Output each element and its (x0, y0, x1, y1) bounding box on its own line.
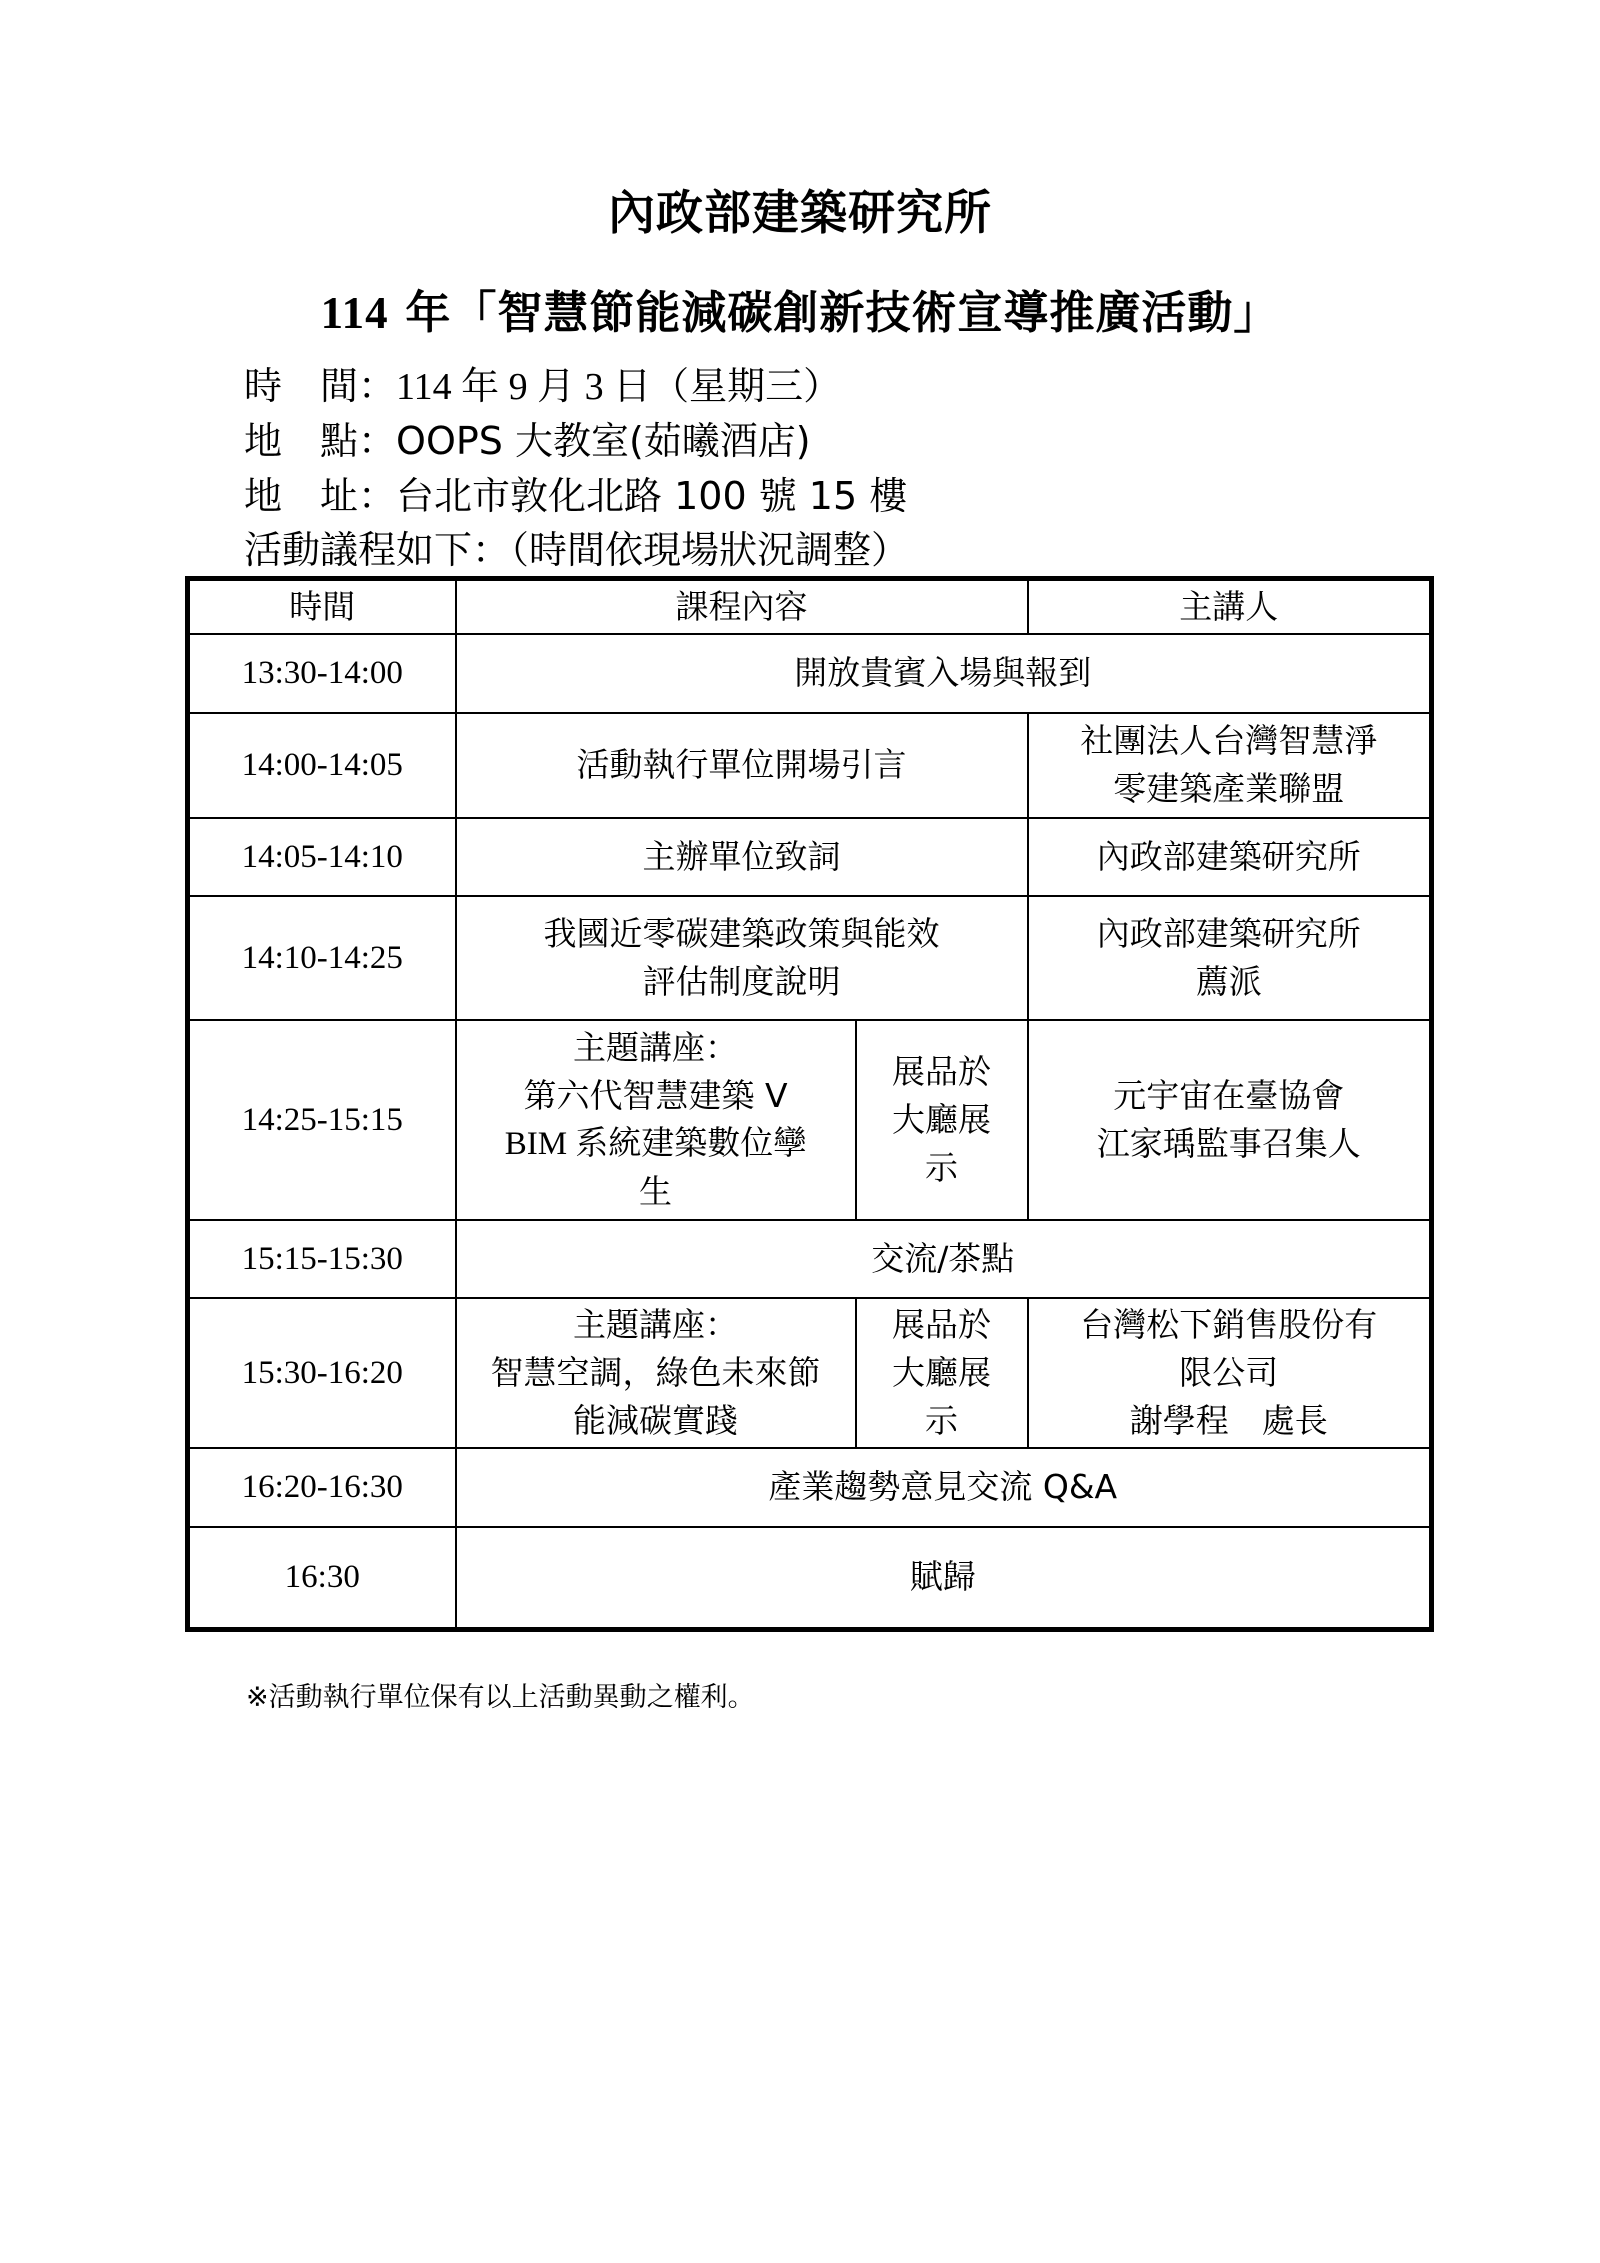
event-year: 114 (320, 288, 389, 338)
exhibit-line: 展品於 (892, 1304, 991, 1344)
speaker-line: 台灣松下銷售股份有 (1080, 1304, 1378, 1344)
exhibit-line: 示 (925, 1147, 958, 1187)
info-place-line: 地 點：OOPS 大教室(茹曦酒店) (244, 419, 811, 463)
address-label: 地 址 (244, 474, 359, 518)
row-time: 16:20-16:30 (188, 1448, 456, 1527)
row-content: 賦歸 (456, 1527, 1432, 1630)
row-speaker: 內政部建築研究所 (1028, 818, 1432, 896)
speaker-line: 薦派 (1195, 961, 1262, 1001)
row-content: 交流/茶點 (456, 1220, 1432, 1298)
content-line: 主題講座： (573, 1304, 738, 1344)
info-agenda-line: 活動議程如下：（時間依現場狀況調整） (244, 528, 910, 572)
content-line: 我國近零碳建築政策與能效 (543, 913, 940, 953)
header-speaker: 主講人 (1028, 579, 1432, 634)
exhibit-line: 展品於 (892, 1051, 991, 1091)
row-speaker (1028, 1020, 1432, 1220)
table-row (188, 713, 1432, 818)
info-time-line: 時 間：114 年 9 月 3 日（星期三） (244, 364, 842, 408)
row-content: 活動執行單位開場引言 (456, 713, 1028, 818)
table-row (188, 1020, 1432, 1220)
row-content: 產業趨勢意見交流 Q&A (456, 1448, 1432, 1527)
speaker-line: 江家瑀監事召集人 (1096, 1123, 1361, 1163)
event-title-text: 年「智慧節能減碳創新技術宣導推廣活動」 (405, 286, 1280, 339)
content-line: 能減碳實踐 (573, 1400, 738, 1440)
row-content (456, 1020, 856, 1220)
row-content: 開放貴賓入場與報到 (456, 634, 1432, 713)
content-line: 生 (639, 1171, 672, 1211)
speaker-line: 內政部建築研究所 (1096, 913, 1361, 953)
header-time: 時間 (188, 579, 456, 634)
row-time: 15:30-16:20 (188, 1298, 456, 1448)
speaker-line: 社團法人台灣智慧淨 (1080, 721, 1378, 760)
row-time: 14:10-14:25 (188, 896, 456, 1020)
content-line: 評估制度說明 (642, 961, 841, 1001)
table-row (188, 1527, 1432, 1630)
table-row (188, 896, 1432, 1020)
event-title (0, 276, 1600, 341)
organization-title: 內政部建築研究所 (608, 186, 992, 241)
time-value: 114 年 9 月 3 日（星期三） (396, 366, 842, 408)
row-time: 14:05-14:10 (188, 818, 456, 896)
row-time: 14:25-15:15 (188, 1020, 456, 1220)
table-header-row (188, 579, 1432, 634)
row-time: 15:15-15:30 (188, 1220, 456, 1298)
table-row (188, 1448, 1432, 1527)
speaker-line: 零建築產業聯盟 (1113, 769, 1345, 808)
exhibit-line: 示 (925, 1400, 958, 1440)
row-speaker (1028, 896, 1432, 1020)
address-value: 台北市敦化北路 100 號 15 樓 (396, 474, 908, 518)
content-line: 智慧空調，綠色未來節 (490, 1352, 821, 1392)
row-time: 13:30-14:00 (188, 634, 456, 713)
exhibit-line: 大廳展 (892, 1099, 991, 1139)
speaker-line: 謝學程 處長 (1129, 1400, 1328, 1440)
content-line: BIM 系統建築數位孿 (504, 1125, 807, 1162)
speaker-line: 限公司 (1179, 1352, 1279, 1392)
speaker-line: 元宇宙在臺協會 (1113, 1075, 1345, 1115)
place-label: 地 點 (244, 419, 359, 463)
agenda-table (185, 576, 1434, 1632)
row-content: 主辦單位致詞 (456, 818, 1028, 896)
row-exhibit (856, 1020, 1028, 1220)
row-time: 16:30 (188, 1527, 456, 1630)
place-value: OOPS 大教室(茹曦酒店) (396, 419, 811, 463)
agenda-label: 活動議程如下 (244, 528, 473, 572)
table-row (188, 634, 1432, 713)
time-label: 時 間 (244, 364, 359, 408)
footer-note: ※活動執行單位保有以上活動異動之權利。 (246, 1682, 755, 1713)
row-exhibit (856, 1298, 1028, 1448)
row-speaker (1028, 1298, 1432, 1448)
row-speaker (1028, 713, 1432, 818)
row-content (456, 1298, 856, 1448)
table-row (188, 1220, 1432, 1298)
header-content: 課程內容 (456, 579, 1028, 634)
exhibit-line: 大廳展 (892, 1352, 991, 1392)
agenda-note: （時間依現場狀況調整） (510, 528, 910, 572)
info-address-line: 地 址：台北市敦化北路 100 號 15 樓 (244, 474, 908, 518)
table-row (188, 1298, 1432, 1448)
row-time: 14:00-14:05 (188, 713, 456, 818)
row-content (456, 896, 1028, 1020)
content-line: 主題講座： (573, 1027, 738, 1067)
table-row (188, 818, 1432, 896)
content-line: 第六代智慧建築 V (523, 1075, 788, 1115)
